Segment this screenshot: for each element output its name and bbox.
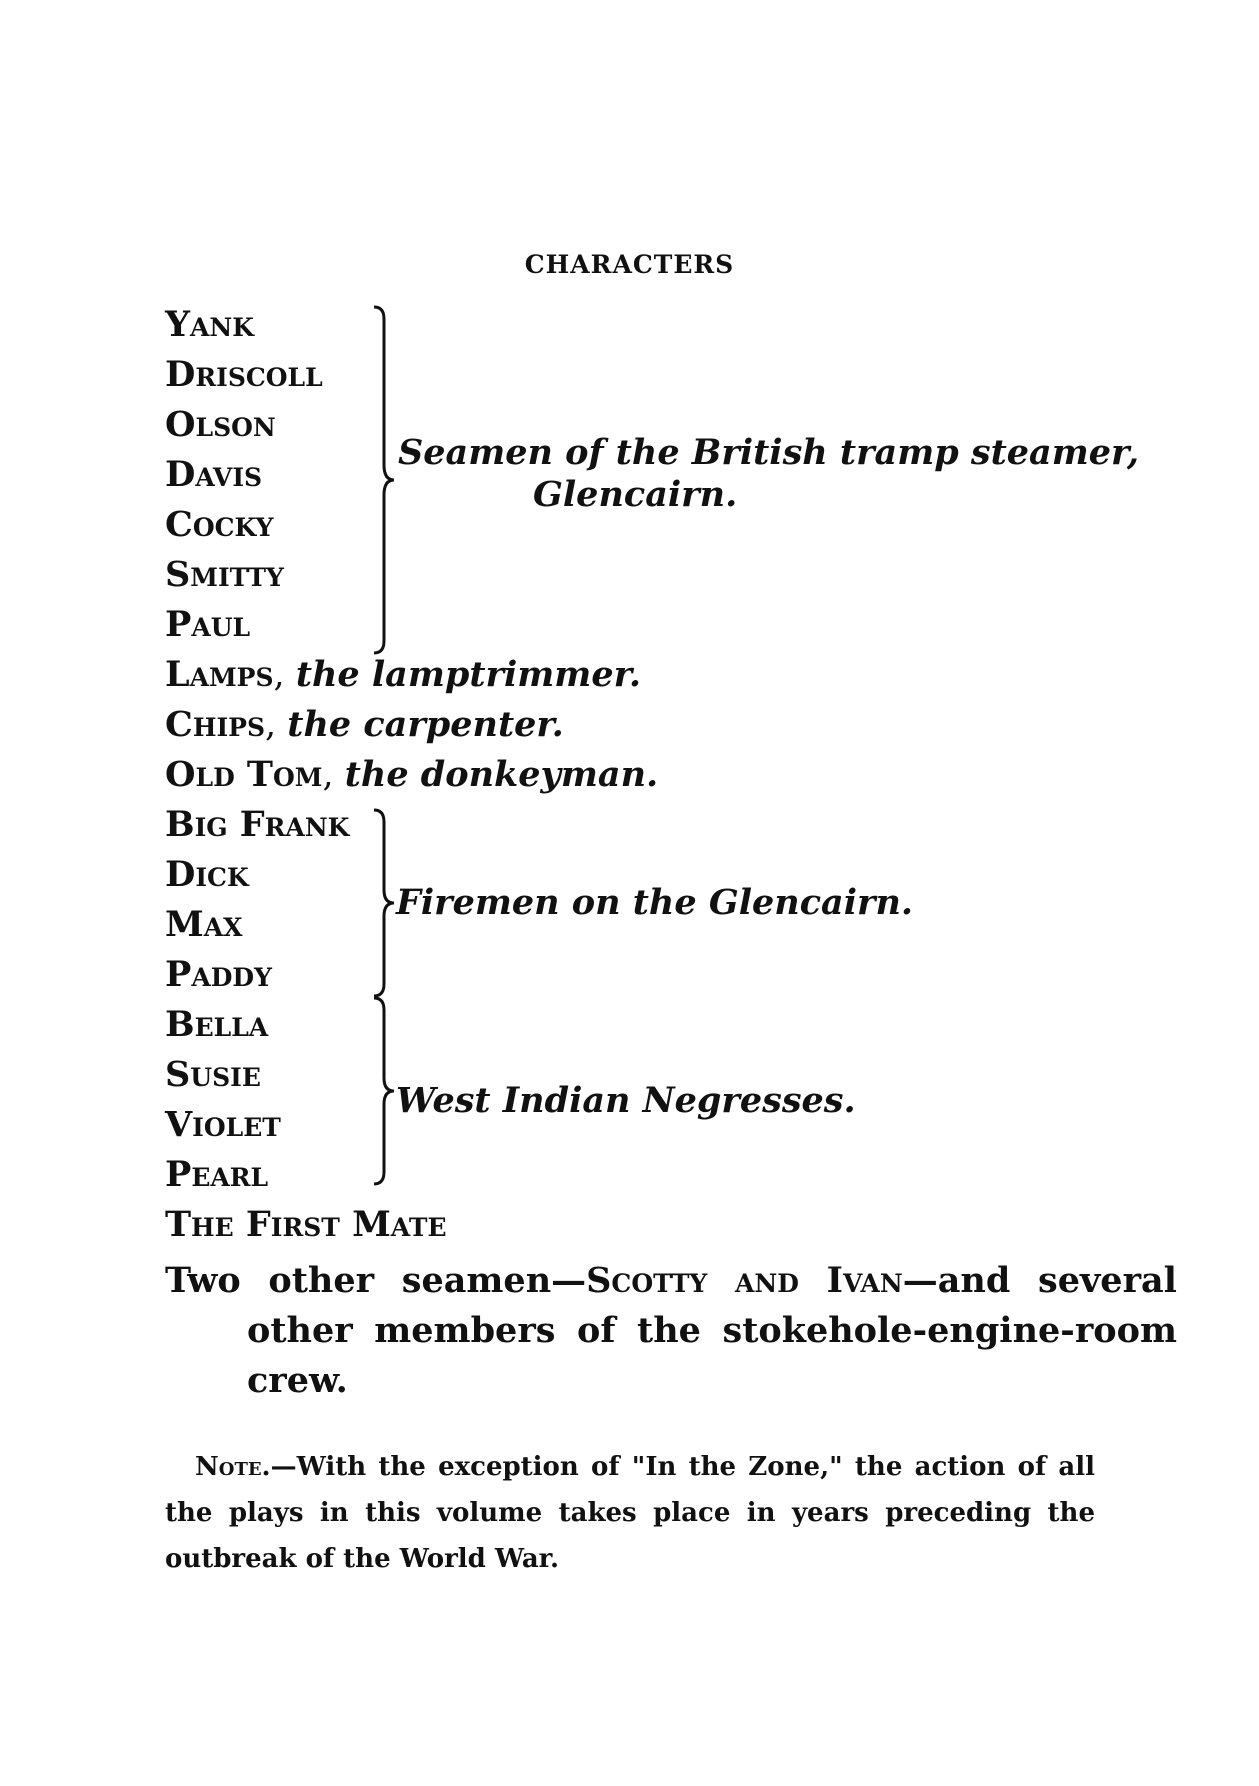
others-text: —and several other members of the stokehole-engine-room crew. xyxy=(247,1260,1177,1401)
character-name: Driscoll xyxy=(165,354,323,395)
character-role: the donkeyman. xyxy=(344,754,659,795)
character-name: Lamps xyxy=(165,654,274,695)
group-brace xyxy=(372,808,396,998)
note-label: Note. xyxy=(195,1452,271,1482)
character-name: Davis xyxy=(165,454,263,495)
others-text: Two other seamen— xyxy=(165,1260,587,1301)
character-names: Scotty and Ivan xyxy=(586,1260,903,1301)
character-name: Violet xyxy=(165,1104,281,1145)
note-paragraph xyxy=(165,1444,1095,1582)
character-name: Chips xyxy=(165,704,266,745)
character-name: Paddy xyxy=(165,954,272,995)
group-brace xyxy=(372,305,396,655)
character-line xyxy=(165,654,641,696)
negresses-description: West Indian Negresses. xyxy=(396,1080,856,1121)
character-name: Max xyxy=(165,904,243,945)
description-line: Glencairn. xyxy=(533,474,738,515)
firemen-description: Firemen on the Glencairn. xyxy=(396,882,914,923)
group-brace xyxy=(372,996,396,1186)
separator: , xyxy=(273,655,296,695)
character-name: Yank xyxy=(165,304,254,345)
character-name: Susie xyxy=(165,1054,261,1095)
other-characters xyxy=(165,1256,1177,1406)
character-name: Cocky xyxy=(165,504,274,545)
separator: , xyxy=(322,755,345,795)
character-line xyxy=(165,754,658,796)
character-name: Bella xyxy=(165,1004,269,1045)
character-name: Big Frank xyxy=(165,804,350,845)
character-name: Olson xyxy=(165,404,276,445)
character-name: Paul xyxy=(165,604,251,645)
character-name: The First Mate xyxy=(165,1204,447,1245)
description-line: Seamen of the British tramp steamer, xyxy=(398,432,1140,473)
seamen-description xyxy=(398,432,1139,516)
character-role: the carpenter. xyxy=(287,704,564,745)
page-heading: CHARACTERS xyxy=(524,250,735,279)
character-name: Old Tom xyxy=(165,754,323,795)
character-name: Pearl xyxy=(165,1154,269,1195)
character-name: Smitty xyxy=(165,554,284,595)
separator: , xyxy=(265,705,288,745)
character-role: the lamptrimmer. xyxy=(295,654,642,695)
character-line xyxy=(165,704,564,746)
character-name: Dick xyxy=(165,854,249,895)
note-text: —With the exception of "In the Zone," the action of all the plays in this volume takes place in years preceding the outbreak of the World War. xyxy=(165,1452,1095,1574)
